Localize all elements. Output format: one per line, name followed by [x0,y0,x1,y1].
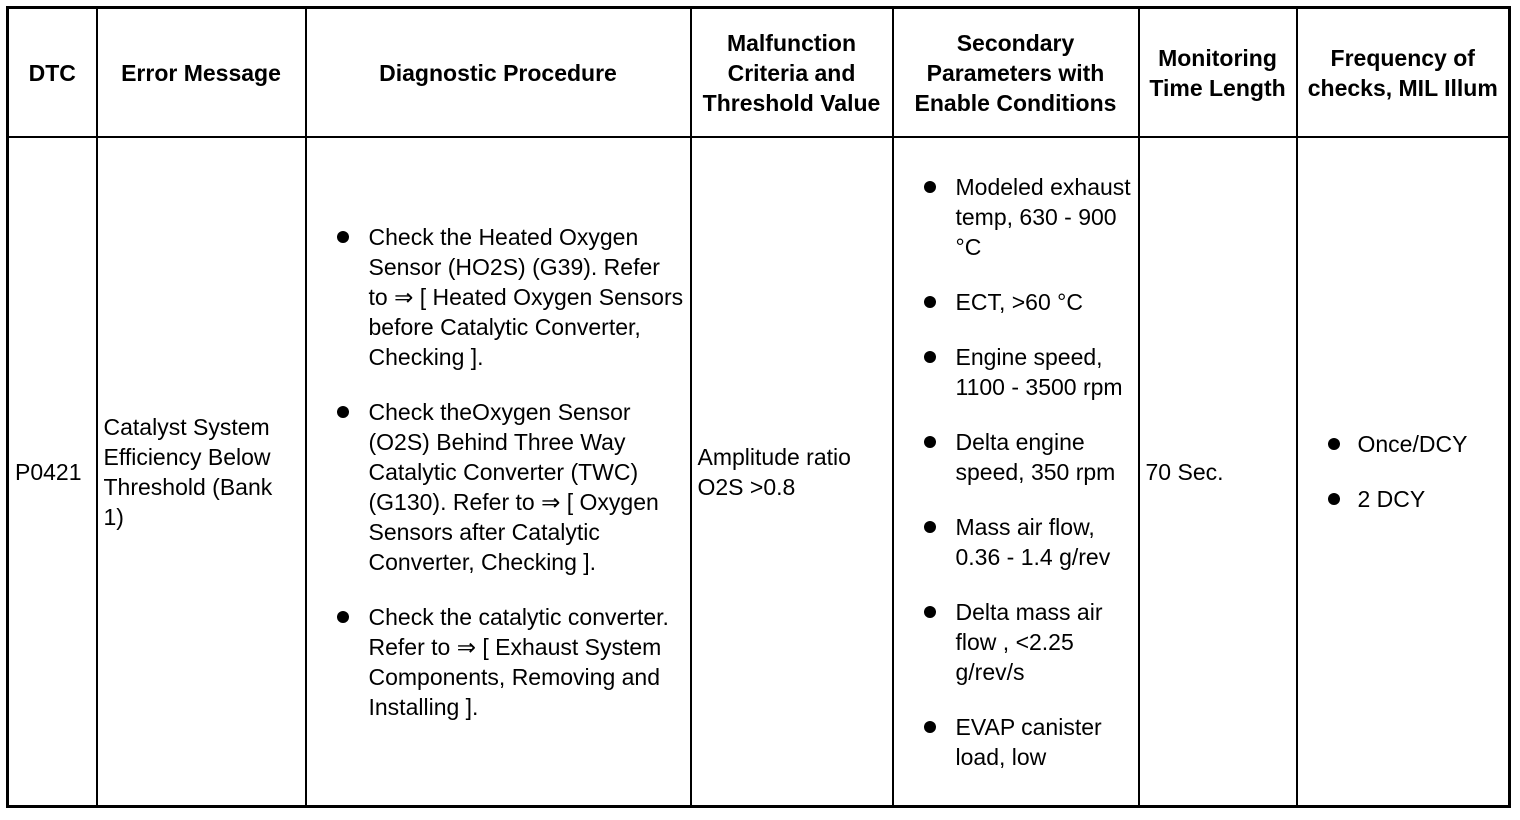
header-frequency: Frequency of checks, MIL Illum [1297,8,1510,138]
header-row [8,8,1510,138]
secondary-parameters-cell [893,137,1139,807]
frequency-cell [1297,137,1510,807]
list-item [313,397,684,577]
frequency-item: Once/DCY [1357,431,1468,457]
list-item [1304,484,1503,514]
dtc-code-cell: P0421 [8,137,97,807]
diagnostic-procedure-cell [306,137,691,807]
list-item [900,342,1132,402]
bullet-icon [924,351,936,363]
procedure-list [313,222,684,722]
parameters-list [900,172,1132,772]
list-item [900,597,1132,687]
bullet-icon [337,611,349,623]
list-item [900,712,1132,772]
bullet-icon [924,721,936,733]
parameter-item: Mass air flow, 0.36 - 1.4 g/rev [955,513,1111,570]
bullet-icon [924,606,936,618]
parameter-item: ECT, >60 °C [955,288,1083,315]
procedure-step: Check the Heated Oxygen Sensor (HO2S) (G39). Refer to ⇒ [ Heated Oxygen Sensors before Catalytic Converter, Checking ]. [368,223,684,370]
list-item [900,427,1132,487]
list-item [1304,429,1503,459]
bullet-icon [924,521,936,533]
bullet-icon [924,296,936,308]
header-secondary-parameters: Secondary Parameters with Enable Conditions [893,8,1139,138]
header-diagnostic-procedure: Diagnostic Procedure [306,8,691,138]
list-item [900,287,1132,317]
header-dtc: DTC [8,8,97,138]
bullet-icon [337,406,349,418]
list-item [900,172,1132,262]
parameter-item: Modeled exhaust temp, 630 - 900 °C [955,173,1131,260]
bullet-icon [337,231,349,243]
list-item [313,222,684,372]
table-row [8,137,1510,807]
error-message-cell: Catalyst System Efficiency Below Threshold (Bank 1) [97,137,306,807]
bullet-icon [1328,493,1340,505]
dtc-table [6,6,1511,808]
parameter-item: Delta engine speed, 350 rpm [955,428,1116,485]
procedure-step: Check the catalytic converter. Refer to ⇒ [ Exhaust System Components, Removing and Installing ]. [368,603,669,720]
header-malfunction-criteria: Malfunction Criteria and Threshold Value [691,8,893,138]
frequency-item: 2 DCY [1357,486,1426,512]
list-item [900,512,1132,572]
parameter-item: Engine speed, 1100 - 3500 rpm [955,343,1123,400]
parameter-item: EVAP canister load, low [955,713,1102,770]
malfunction-criteria-cell: Amplitude ratio O2S >0.8 [691,137,893,807]
frequency-list [1304,429,1503,514]
bullet-icon [924,181,936,193]
procedure-step: Check theOxygen Sensor (O2S) Behind Three Way Catalytic Converter (TWC) (G130). Refer to ⇒ [ Oxygen Sensors after Catalytic Converter, Checking ]. [368,398,659,575]
header-error-message: Error Message [97,8,306,138]
bullet-icon [1328,438,1340,450]
monitoring-time-cell: 70 Sec. [1139,137,1297,807]
bullet-icon [924,436,936,448]
header-monitoring-time: Monitoring Time Length [1139,8,1297,138]
parameter-item: Delta mass air flow , <2.25 g/rev/s [955,598,1103,685]
list-item [313,602,684,722]
